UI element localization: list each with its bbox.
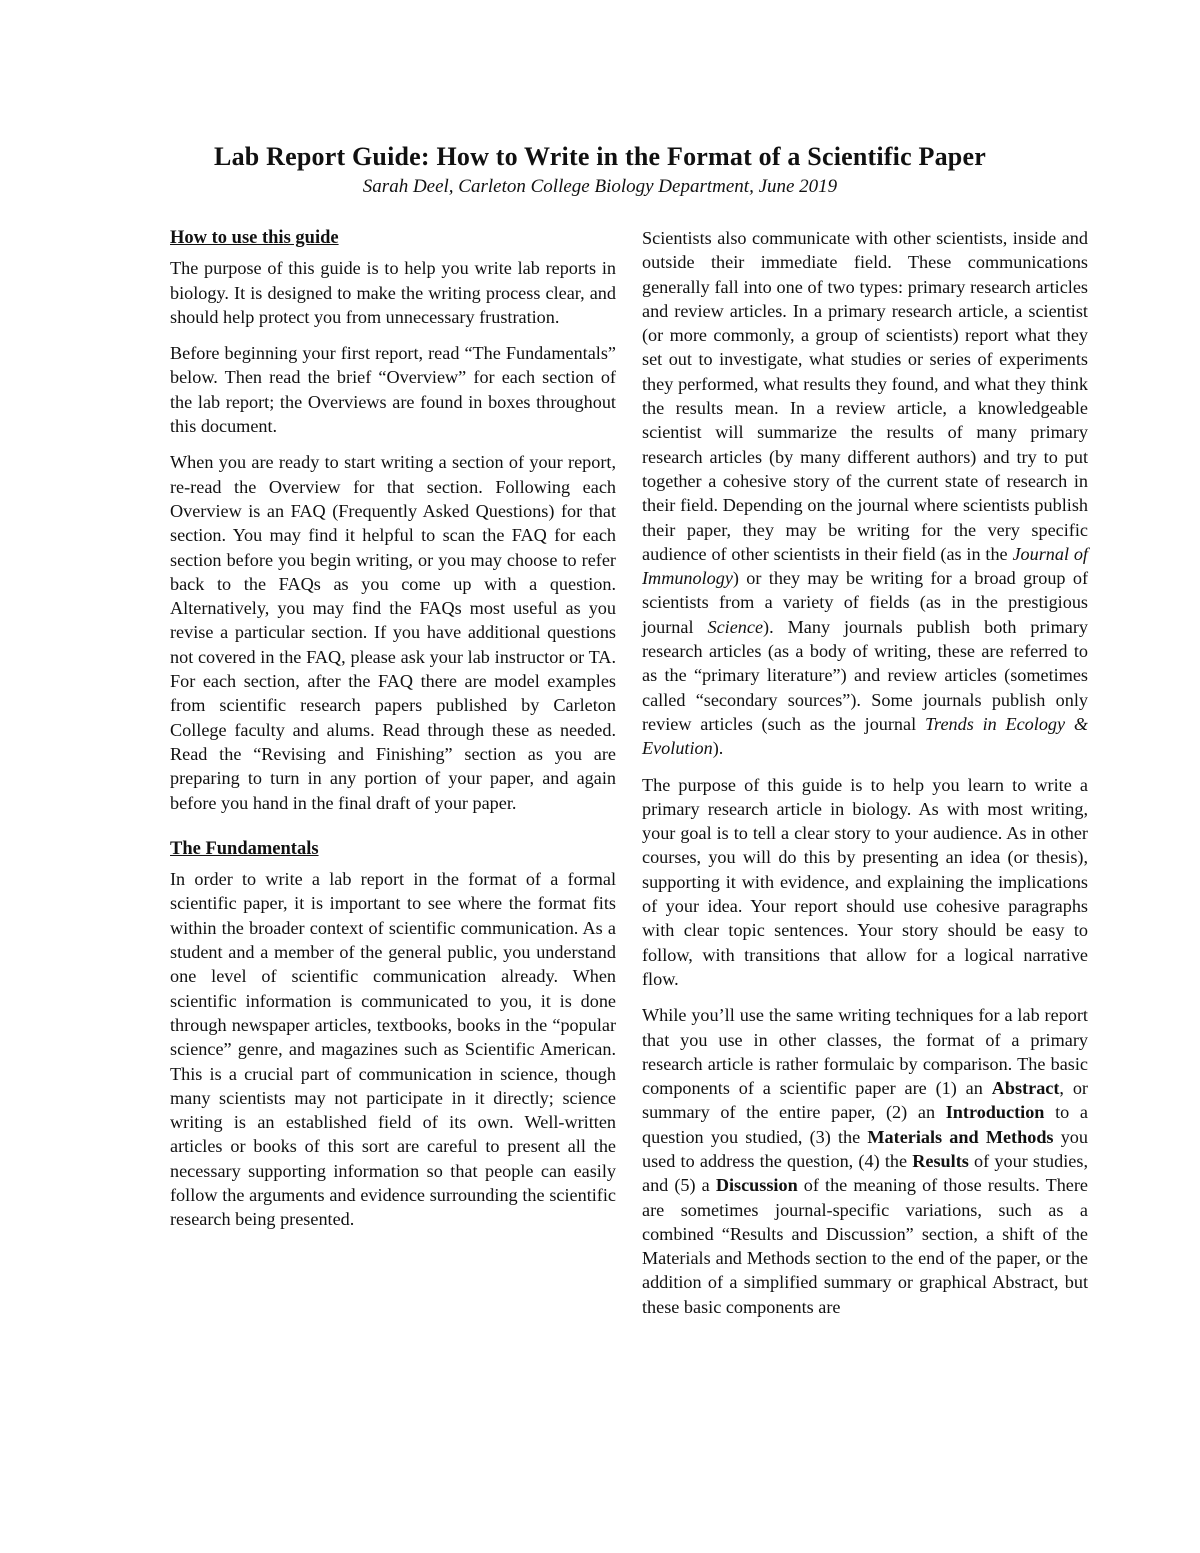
paragraph: The purpose of this guide is to help you write lab reports in biology. It is designed to make the writing process clear, and should help protect you from unnecessary frustration. [170, 258, 616, 327]
page-subtitle: Sarah Deel, Carleton College Biology Department, June 2019 [362, 176, 838, 197]
text-run: , or summary of the entire paper, (2) an [642, 1078, 1088, 1123]
text-run: you used to address the question, (4) the [642, 1126, 1088, 1171]
term-abstract: Abstract [991, 1078, 1060, 1099]
paragraph: Before beginning your first report, read “The Fundamentals” below. Then read the brief “Overview” for each section of the lab report; the Overviews are found in boxes throughout this document. [170, 343, 616, 437]
text-run: of the meaning of those results. There are sometimes journal-specific variations, such as a combined “Results and Discussion” section, a shift of the Materials and Methods section to the end of the paper, or the addition of a simplified summary or graphical Abstract, but these basic components are [642, 1175, 1088, 1317]
term-discussion: Discussion [715, 1175, 798, 1196]
text-run: While you’ll use the same writing techniques for a lab report that you use in other classes, the format of a primary research article is rather formulaic by comparison. The basic components of a scientific paper are (1) an [642, 1005, 1088, 1099]
term-results: Results [912, 1150, 969, 1171]
text-run: ) or they may be writing for a broad group of scientists from a variety of fields (as in the prestigious journal [642, 568, 1088, 637]
text-run: of your studies, and (5) a [642, 1150, 1088, 1196]
term-introduction: Introduction [945, 1102, 1045, 1123]
paragraph: When you are ready to start writing a section of your report, re-read the Overview for that section. Following each Overview is an FAQ (Frequently Asked Questions) for that section. You may find it helpful to scan the FAQ for each section before you begin writing, or you may choose to refer back to the FAQs as you come up with a question. Alternatively, you may find the FAQs most useful as you revise a particular section. If you have additional questions not covered in the FAQ, please ask your lab instructor or TA. For each section, after the FAQ there are model examples from scientific research papers published by Carleton College faculty and alums. Read through these as needed. Read the “Revising and Finishing” section as you are preparing to turn in any portion of your paper, and again before you hand in the final draft of your paper. [170, 452, 616, 813]
text-run: Scientists also communicate with other scientists, inside and outside their immediate field. These communications generally fall into one of two types: primary research articles and review articles. In a primary research article, a scientist (or more commonly, a group of scientists) report what they set out to investigate, what studies or series of experiments they performed, what results they found, and what they think the results mean. In a review article, a knowledgeable scientist will summarize the results of many primary research articles (by many different authors) and try to put together a cohesive story of the current state of research in their field. Depending on the journal where scientists publish their paper, they may be writing for the very specific audience of other scientists in their field (as in the [642, 228, 1088, 564]
text-run: to a question you studied, (3) the [642, 1102, 1088, 1147]
text-run: ). [712, 738, 724, 759]
paragraph: The purpose of this guide is to help you learn to write a primary research article in biology. As with most writing, your goal is to tell a clear story to your audience. As in other courses, you will do this by presenting an idea (or thesis), supporting it with evidence, and explaining the implications of your idea. Your report should use cohesive paragraphs with clear topic sentences. Your story should be easy to follow, with transitions that allow for a logical narrative flow. [642, 774, 1088, 989]
journal-name: Science [707, 616, 764, 637]
section-heading-fundamentals: The Fundamentals [170, 838, 319, 859]
right-column [642, 226, 1088, 1331]
journal-name: Trends in Ecology & Evolution [642, 713, 1088, 759]
section-heading-how-to-use: How to use this guide [170, 228, 339, 248]
left-column [170, 226, 616, 1244]
paragraph [642, 226, 1088, 761]
page-title: Lab Report Guide: How to Write in the Format of a Scientific Paper [214, 142, 986, 171]
paragraph [642, 1003, 1088, 1319]
journal-name: Journal of Immunology [642, 543, 1088, 589]
term-materials-methods: Materials and Methods [867, 1126, 1054, 1147]
text-run: ). Many journals publish both primary research articles (as a body of writing, these are referred to as the “primary literature”) and review articles (sometimes called “secondary sources”). Some journals publish only review articles (such as the journal [642, 616, 1088, 734]
paragraph: In order to write a lab report in the format of a formal scientific paper, it is important to see where the format fits within the broader context of scientific communication. As a student and a member of the general public, you understand one level of scientific communication already. When scientific information is communicated to you, it is done through newspaper articles, textbooks, books in the “popular science” genre, and magazines such as Scientific American. This is a crucial part of communication in science, though many scientists may not participate in it directly; science writing is an established field of its own. Well-written articles or books of this sort are careful to present all the necessary supporting information so that people can easily follow the arguments and evidence surrounding the scientific research being presented. [170, 869, 616, 1230]
